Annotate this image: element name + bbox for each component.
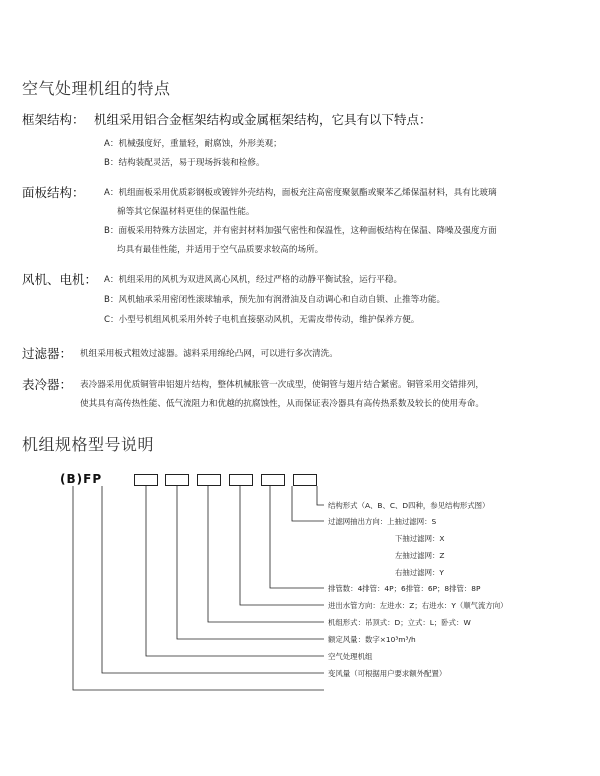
- legend-filter-right: 右抽过滤网：Y: [395, 568, 444, 577]
- legend-rated-airflow: 额定风量：数字×10³m³/h: [328, 635, 416, 644]
- fan-point-a: A：机组采用的风机为双进风离心风机，经过严格的动静平衡试验，运行平稳。: [104, 275, 403, 285]
- panel-point-b-line1: B：面板采用特殊方法固定，并有密封材料加强气密性和保温性，这种面板结构在保温、降噪及强度方面: [104, 226, 497, 236]
- cooler-text-line1: 表冷器采用优质铜管串铝翅片结构，整体机械胀管一次成型，使铜管与翅片结合紧密。铜管采用交错排列，: [80, 380, 484, 390]
- panel-point-b-line2: 均具有最佳性能，并适用于空气品质要求较高的场所。: [117, 245, 324, 255]
- legend-structure-form: 结构形式（A、B、C、D四种，参见结构形式图）: [328, 501, 490, 510]
- legend-air-handling-unit: 空气处理机组: [328, 652, 373, 661]
- section-title-features: 空气处理机组的特点: [22, 79, 171, 98]
- panel-point-a-line1: A：机组面板采用优质彩钢板或镀锌外壳结构，面板充注高密度聚氨酯或聚苯乙烯保温材料，具有比玻璃: [104, 188, 497, 198]
- filter-label: 过滤器：: [22, 346, 73, 361]
- legend-filter-down: 下抽过滤网：X: [395, 534, 445, 543]
- frame-structure-intro: 机组采用铝合金框架结构或金属框架结构，它具有以下特点：: [94, 112, 432, 127]
- panel-structure-label: 面板结构：: [22, 185, 85, 200]
- legend-tube-rows: 排管数：4排管：4P；6排管：6P；8排管：8P: [328, 584, 481, 593]
- legend-variable-airflow: 变风量（可根据用户要求额外配置）: [328, 669, 447, 678]
- cooler-text-line2: 使其具有高传热性能、低气流阻力和优越的抗腐蚀性，从而保证表冷器具有高传热系数及较长的使用寿命。: [80, 399, 484, 409]
- fan-point-c: C：小型号机组风机采用外转子电机直接驱动风机，无需皮带传动，维护保养方便。: [104, 315, 420, 325]
- fan-motor-label: 风机、电机：: [22, 272, 98, 287]
- frame-structure-label: 框架结构：: [22, 112, 85, 127]
- model-code-prefix: (B)FP: [60, 472, 103, 486]
- legend-unit-form: 机组形式：吊顶式：D；立式：L；卧式：W: [328, 618, 471, 627]
- panel-point-a-line2: 棉等其它保温材料更佳的保温性能。: [117, 207, 255, 217]
- legend-filter-up: 过滤网抽出方向：上抽过滤网：S: [328, 517, 437, 526]
- frame-point-b: B：结构装配灵活，易于现场拆装和检修。: [104, 158, 265, 168]
- fan-point-b: B：风机轴承采用密闭性滚球轴承，预先加有润滑油及自动调心和自动自锁、止推等功能。: [104, 295, 446, 305]
- frame-point-a: A：机械强度好，重量轻，耐腐蚀，外形美观；: [104, 139, 282, 149]
- legend-water-direction: 进出水管方向：左进水：Z；右进水：Y（顺气流方向）: [328, 601, 508, 610]
- filter-text: 机组采用板式粗效过滤器。滤料采用绵纶凸网，可以进行多次清洗。: [80, 349, 338, 359]
- cooler-label: 表冷器：: [22, 377, 73, 392]
- legend-filter-left: 左抽过滤网：Z: [395, 551, 445, 560]
- section-title-model-spec: 机组规格型号说明: [22, 435, 155, 454]
